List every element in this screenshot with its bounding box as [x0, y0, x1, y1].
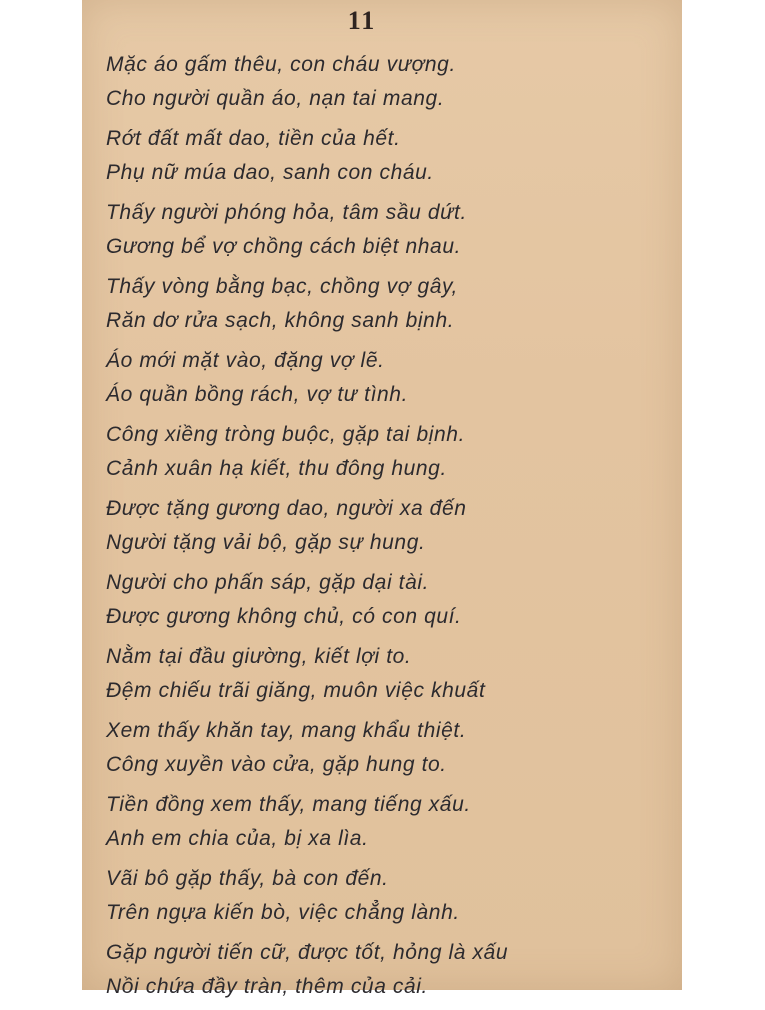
verse-line: Gặp người tiến cữ, được tốt, hỏng là xấu: [106, 941, 509, 964]
verse-couplet: [106, 640, 666, 708]
verse-line: Phụ nữ múa dao, sanh con cháu.: [106, 161, 434, 184]
page-number: 11: [347, 6, 377, 35]
verse-couplet: [106, 122, 666, 190]
book-page: [82, 0, 682, 998]
verse-line: Nằm tại đầu giường, kiết lợi to.: [106, 645, 412, 668]
verse-line: Vãi bô gặp thấy, bà con đến.: [106, 867, 389, 890]
verse-couplet: [106, 344, 666, 412]
verse-line: Rớt đất mất dao, tiền của hết.: [106, 127, 401, 150]
verse-line: Nồi chứa đầy tràn, thêm của cải.: [106, 975, 428, 998]
verse-line: Cảnh xuân hạ kiết, thu đông hung.: [106, 457, 447, 480]
verse-line: Thấy vòng bằng bạc, chồng vợ gây,: [106, 275, 458, 298]
verse-couplet: [106, 936, 666, 1004]
verse-line: Người tặng vải bộ, gặp sự hung.: [106, 531, 426, 554]
verse-line: Gương bể vợ chồng cách biệt nhau.: [106, 235, 462, 258]
verse-couplet: [106, 492, 666, 560]
verse-line: Người cho phấn sáp, gặp dại tài.: [106, 571, 430, 594]
verse-line: Công xuyền vào cửa, gặp hung to.: [106, 753, 447, 776]
verse-couplet: [106, 788, 666, 856]
verse-couplet: [106, 270, 666, 338]
verse-line: Xem thấy khăn tay, mang khẩu thiệt.: [106, 719, 467, 742]
verse-line: Công xiềng tròng buộc, gặp tai bịnh.: [106, 423, 466, 446]
verse-line: Tiền đồng xem thấy, mang tiếng xấu.: [106, 793, 471, 816]
verse-couplet: [106, 48, 666, 116]
verse-line: Áo quần bồng rách, vợ tư tình.: [106, 383, 409, 406]
verse-line: Thấy người phóng hỏa, tâm sầu dứt.: [106, 201, 467, 224]
verse-couplet: [106, 566, 666, 634]
verse-line: Mặc áo gấm thêu, con cháu vượng.: [106, 53, 456, 76]
verse-list: [106, 48, 666, 1010]
verse-line: Đệm chiếu trãi giăng, muôn việc khuất: [106, 679, 486, 702]
verse-line: Răn dơ rửa sạch, không sanh bịnh.: [106, 309, 455, 332]
verse-couplet: [106, 714, 666, 782]
verse-couplet: [106, 418, 666, 486]
verse-line: Cho người quần áo, nạn tai mang.: [106, 87, 445, 110]
verse-line: Trên ngựa kiến bò, việc chẳng lành.: [106, 901, 460, 924]
verse-line: Anh em chia của, bị xa lìa.: [106, 827, 369, 850]
verse-line: Được tặng gương dao, người xa đến: [106, 497, 467, 520]
verse-couplet: [106, 196, 666, 264]
verse-couplet: [106, 862, 666, 930]
verse-line: Được gương không chủ, có con quí.: [106, 605, 462, 628]
verse-line: Áo mới mặt vào, đặng vợ lẽ.: [106, 349, 385, 372]
